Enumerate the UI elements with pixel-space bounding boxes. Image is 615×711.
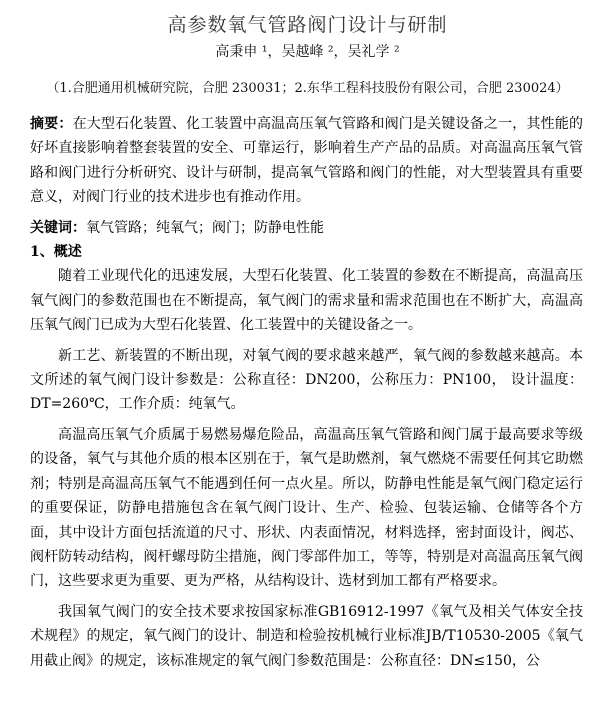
paper-body <box>30 112 583 673</box>
affiliation-line: （1.合肥通用机械研究院，合肥 230031；2.东华工程科技股份有限公司，合肥 230024） <box>46 81 569 96</box>
abstract-label: 摘要： <box>30 116 73 132</box>
keywords-label: 关键词： <box>30 219 86 236</box>
keywords-text: 氧气管路；纯氧气；阀门；防静电性能 <box>86 219 324 236</box>
body-paragraph-3: 高温高压氧气介质属于易燃易爆危险品，高温高压氧气管路和阀门属于最高要求等级的设备，氧气与其他介质的根本区别在于，氧气是助燃剂，氧气燃烧不需要任何其它助燃剂；特别是高温高压氧气不能遇到任何一点火星。所以，防静电性能是氧气阀门稳定运行的重要保证，防静电措施包含在氧气阀门设计、生产、检验、包装运输、仓储等各个方面，其中设计方面包括流道的尺寸、形状、内表面情况，材料选择，密封面设计，阀芯、阀杆防转动结构，阀杆螺母防尘措施，阀门零部件加工，等等，特别是对高温高压氧气阀门，这些要求更为重要、更为严格，从结构设计、选材到加工都有严格要求。 <box>30 426 583 590</box>
body-paragraph-4: 我国氧气阀门的安全技术要求按国家标准GB16912-1997《氧气及相关气体安全技术规程》的规定，氧气阀门的设计、制造和检验按机械行业标准JB/T10530-2005《氧气用截止阀》的规定，该标准规定的氧气阀门参数范围是：公称直径：DN≤150，公 <box>30 603 583 669</box>
keywords-line <box>30 216 583 240</box>
author-list: 高秉申 ¹，吴越峰 ²，吴礼学 ² <box>215 44 400 60</box>
body-paragraph-1: 随着工业现代化的迅速发展，大型石化装置、化工装置的参数在不断提高，高温高压氧气阀门的参数范围也在不断提高，氧气阀门的需求量和需求范围也在不断扩大，高温高压氧气阀门已成为大型石化装置、化工装置中的关键设备之一。 <box>30 268 583 334</box>
body-paragraph-2: 新工艺、新装置的不断出现，对氧气阀的要求越来越严，氧气阀的参数越来越高。本文所述的氧气阀门设计参数是：公称直径：DN200，公称压力：PN100， 设计温度：DT=260℃，工作介质：纯氧气。 <box>30 347 583 413</box>
abstract-text: 在大型石化装置、化工装置中高温高压氧气管路和阀门是关键设备之一，其性能的好坏直接影响着整套装置的安全、可靠运行，影响着生产产品的品质。对高温高压氧气管路和阀门进行分析研究、设计与研制，提高氧气管路和阀门的性能，对大型装置具有重要意义，对阀门行业的技术进步也有推动作用。 <box>30 116 584 206</box>
paper-title: 高参数氧气管路阀门设计与研制 <box>167 14 448 36</box>
section-heading: 1、概述 <box>30 244 82 261</box>
abstract-paragraph <box>30 112 583 210</box>
